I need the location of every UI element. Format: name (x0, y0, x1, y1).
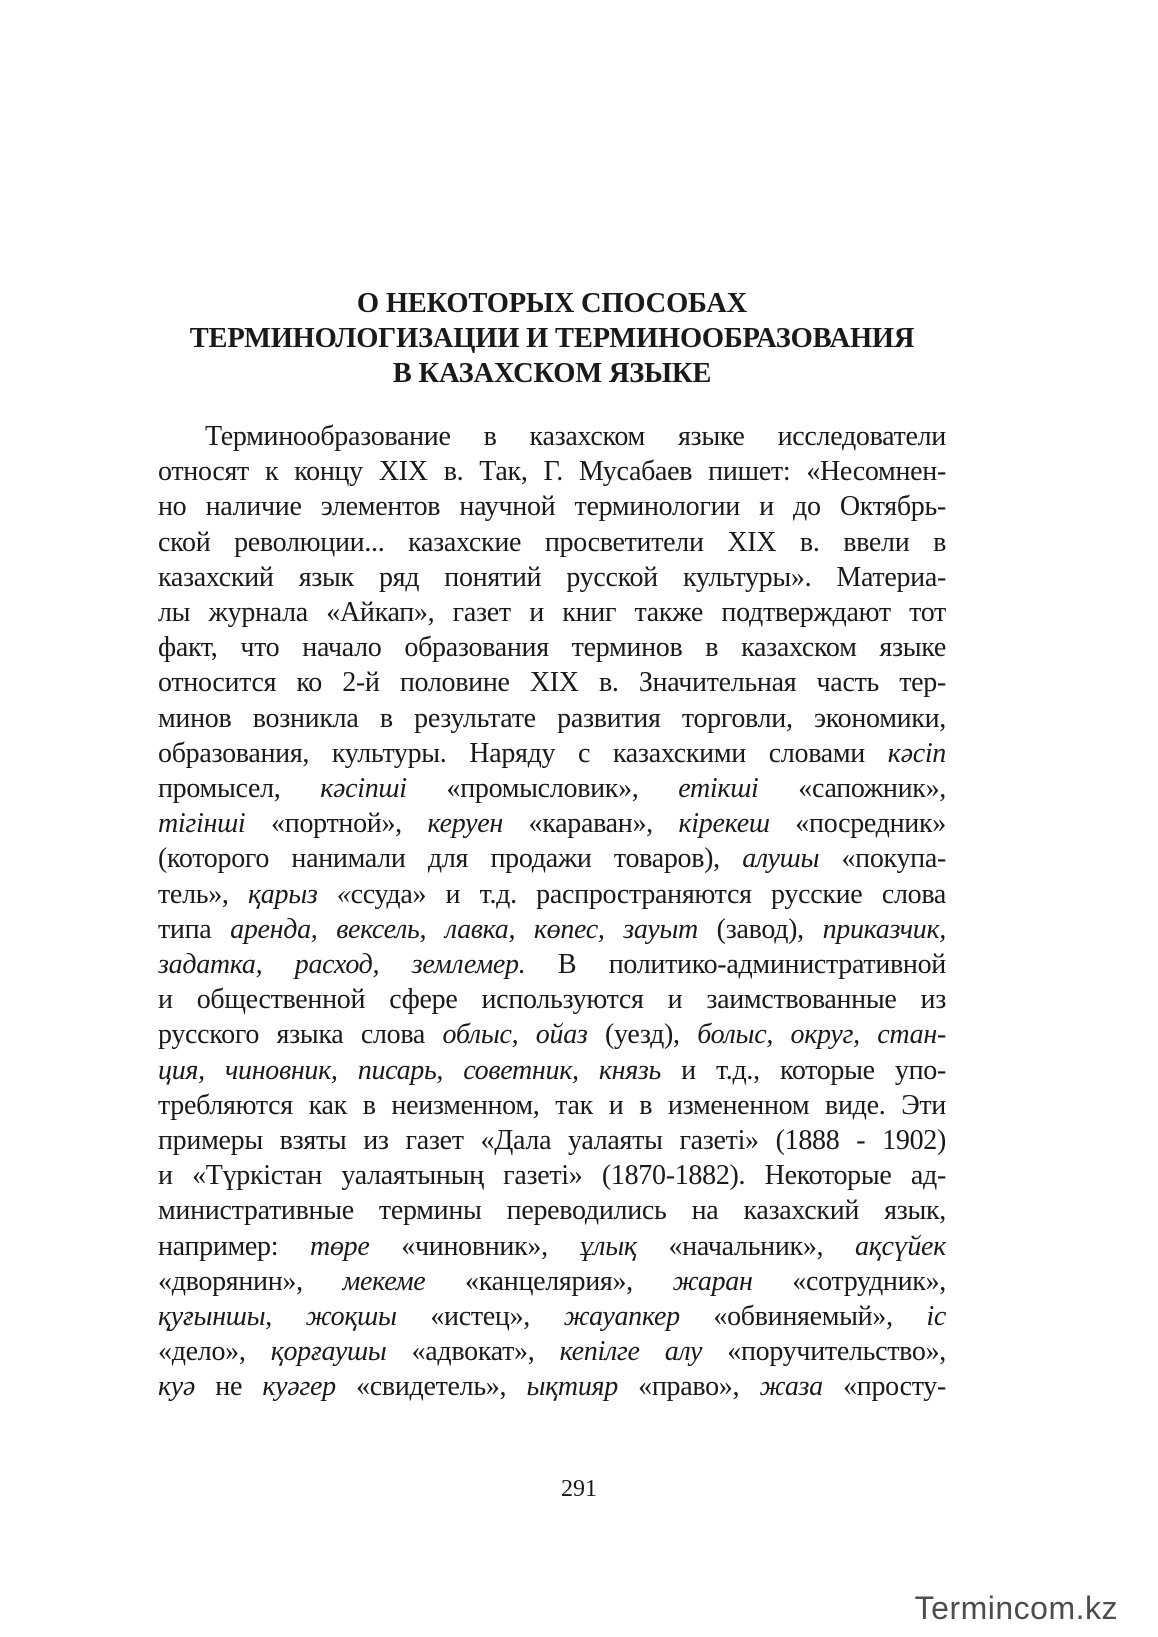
body-line (158, 630, 946, 665)
text-run: промысел, (158, 773, 321, 805)
body-line (158, 841, 946, 876)
body-line (158, 454, 946, 489)
italic-term: қорғаушы (270, 1336, 387, 1368)
text-run: «караван», (502, 808, 679, 840)
text-run: ской революции... казахские просветители XIX в. ввели в (158, 526, 946, 558)
body-line (158, 771, 946, 806)
body-line (158, 560, 946, 595)
watermark-logo: Termincom.kz (914, 1590, 1118, 1626)
text-run: типа (158, 913, 231, 945)
text-run: «покупа- (819, 843, 946, 875)
italic-term: кәсіпші (320, 773, 407, 805)
title-line: В КАЗАХСКОМ ЯЗЫКЕ (392, 358, 712, 389)
body-line (158, 1017, 946, 1052)
italic-term: төре (310, 1230, 370, 1262)
document-page (158, 286, 946, 1405)
text-run: «начальник», (636, 1230, 856, 1262)
italic-term: приказчик, (822, 913, 946, 945)
text-run: «право», (617, 1371, 760, 1403)
body-line (158, 1193, 946, 1228)
text-run: (уезд), (587, 1019, 698, 1051)
text-run: министративные термины переводились на казахский язык, (158, 1195, 946, 1227)
body-line (158, 1088, 946, 1123)
body-line (158, 1158, 946, 1193)
text-run: «дело», (158, 1336, 271, 1368)
text-run: «свидетель», (335, 1371, 527, 1403)
text-run: казахский язык ряд понятий русской культуры». Материа- (158, 561, 946, 593)
body-line (158, 1334, 946, 1369)
italic-term: қарыз « (248, 878, 351, 910)
italic-term: болыс, округ, стан- (697, 1019, 946, 1051)
text-run: «обвиняемый», (679, 1301, 927, 1333)
text-run: русского языка слова (158, 1019, 443, 1051)
italic-term: кәсіп (887, 737, 946, 769)
text-run: примеры взяты из газет «Дала уалаяты газеті» (1888 - 1902) (158, 1125, 946, 1157)
text-run: тель», (158, 878, 248, 910)
text-run: «посредник» (769, 808, 946, 840)
text-run: «просту- (822, 1371, 946, 1403)
text-run: (завод), (697, 913, 823, 945)
body-line (158, 665, 946, 700)
text-run: «портной», (245, 808, 428, 840)
body-line (158, 595, 946, 630)
text-run: «дворянин», (158, 1265, 343, 1297)
text-run: например: (158, 1230, 311, 1262)
text-run: Терминообразование в казахском языке исследователи (205, 421, 946, 452)
body-line (158, 1053, 946, 1088)
body-line (158, 982, 946, 1017)
italic-term: жаза (759, 1371, 823, 1403)
text-run: но наличие элементов научной терминологии и до Октябрь- (158, 491, 946, 523)
body-line (158, 736, 946, 771)
text-run: и т.д., которые упо- (661, 1054, 947, 1086)
italic-term: аренда, вексель, лавка, көпес, зауыт (230, 913, 698, 945)
text-run: «промысловик», (406, 773, 679, 805)
body-line (158, 806, 946, 841)
text-run: «сотрудник», (752, 1265, 946, 1297)
text-run: требляются как в неизменном, так и в измененном виде. Эти (158, 1089, 946, 1121)
text-run: и общественной сфере используются и заимствованные из (158, 984, 946, 1016)
text-run: «поручительство», (702, 1336, 946, 1368)
page-number: 291 (561, 1476, 597, 1502)
text-run: относят к концу XIX в. Так, Г. Мусабаев пишет: «Несомнен- (158, 456, 946, 488)
text-run: образования, культуры. Наряду с казахскими словами (158, 737, 888, 769)
text-run: (которого нанимали для продажи товаров), (158, 843, 743, 875)
italic-term: алушы (742, 843, 820, 875)
body-line (158, 489, 946, 524)
italic-term: задатка, расход, землемер. (158, 949, 526, 981)
italic-term: облыс, ойаз (442, 1019, 588, 1051)
italic-term: керуен (427, 808, 503, 840)
body-line (158, 912, 946, 947)
text-run: факт, что начало образования терминов в казахском языке (158, 632, 946, 664)
body-line (158, 1229, 946, 1264)
body-line (158, 701, 946, 736)
italic-term: қуғыншы, жоқшы (158, 1301, 397, 1333)
italic-term: жауапкер (563, 1301, 680, 1333)
text-run: «истец», (396, 1301, 564, 1333)
italic-term: ция, чиновник, писарь, советник, князь (158, 1054, 661, 1086)
body-line (158, 1264, 946, 1299)
body-line (158, 1369, 946, 1404)
italic-term: ықтияр (526, 1371, 618, 1403)
text-run: В политико-административной (525, 949, 946, 981)
italic-term: ұлық (579, 1230, 637, 1262)
article-body (158, 419, 946, 1405)
italic-term: куә (158, 1371, 196, 1403)
italic-term: мекеме (342, 1265, 426, 1297)
text-run: «чиновник», (369, 1230, 580, 1262)
body-line (158, 877, 946, 912)
italic-term: кепілге алу (559, 1336, 703, 1368)
body-line (158, 419, 946, 454)
title-line: О НЕКОТОРЫХ СПОСОБАХ (356, 288, 748, 319)
body-line (158, 1299, 946, 1334)
italic-term: кірекеш (678, 808, 770, 840)
body-line (158, 1123, 946, 1158)
italic-term: іс (926, 1301, 947, 1333)
text-run: «канцелярия», (425, 1265, 673, 1297)
italic-term: тігінші (158, 808, 246, 840)
title-line: ТЕРМИНОЛОГИЗАЦИИ И ТЕРМИНООБРАЗОВАНИЯ (189, 323, 915, 354)
text-run: «сапожник», (758, 773, 947, 805)
italic-term: ақсүйек (855, 1230, 946, 1262)
text-run: и «Түркістан уалаятының газеті» (1870-1882). Некоторые ад- (158, 1160, 946, 1192)
italic-term: жаран (672, 1265, 753, 1297)
italic-term: етікші (678, 773, 759, 805)
text-run: минов возникла в результате развития торговли, экономики, (158, 702, 946, 734)
text-run: не (195, 1371, 263, 1403)
italic-term: куәгер (262, 1371, 336, 1403)
text-run: ссуда» и т.д. распространяются русские слова (350, 878, 947, 910)
text-run: относится ко 2-й половине XIX в. Значительная часть тер- (158, 667, 946, 699)
text-run: лы журнала «Айкап», газет и книг также подтверждают тот (158, 597, 946, 629)
body-line (158, 525, 946, 560)
text-run: «адвокат», (386, 1336, 560, 1368)
article-title (158, 286, 946, 391)
body-line (158, 947, 946, 982)
